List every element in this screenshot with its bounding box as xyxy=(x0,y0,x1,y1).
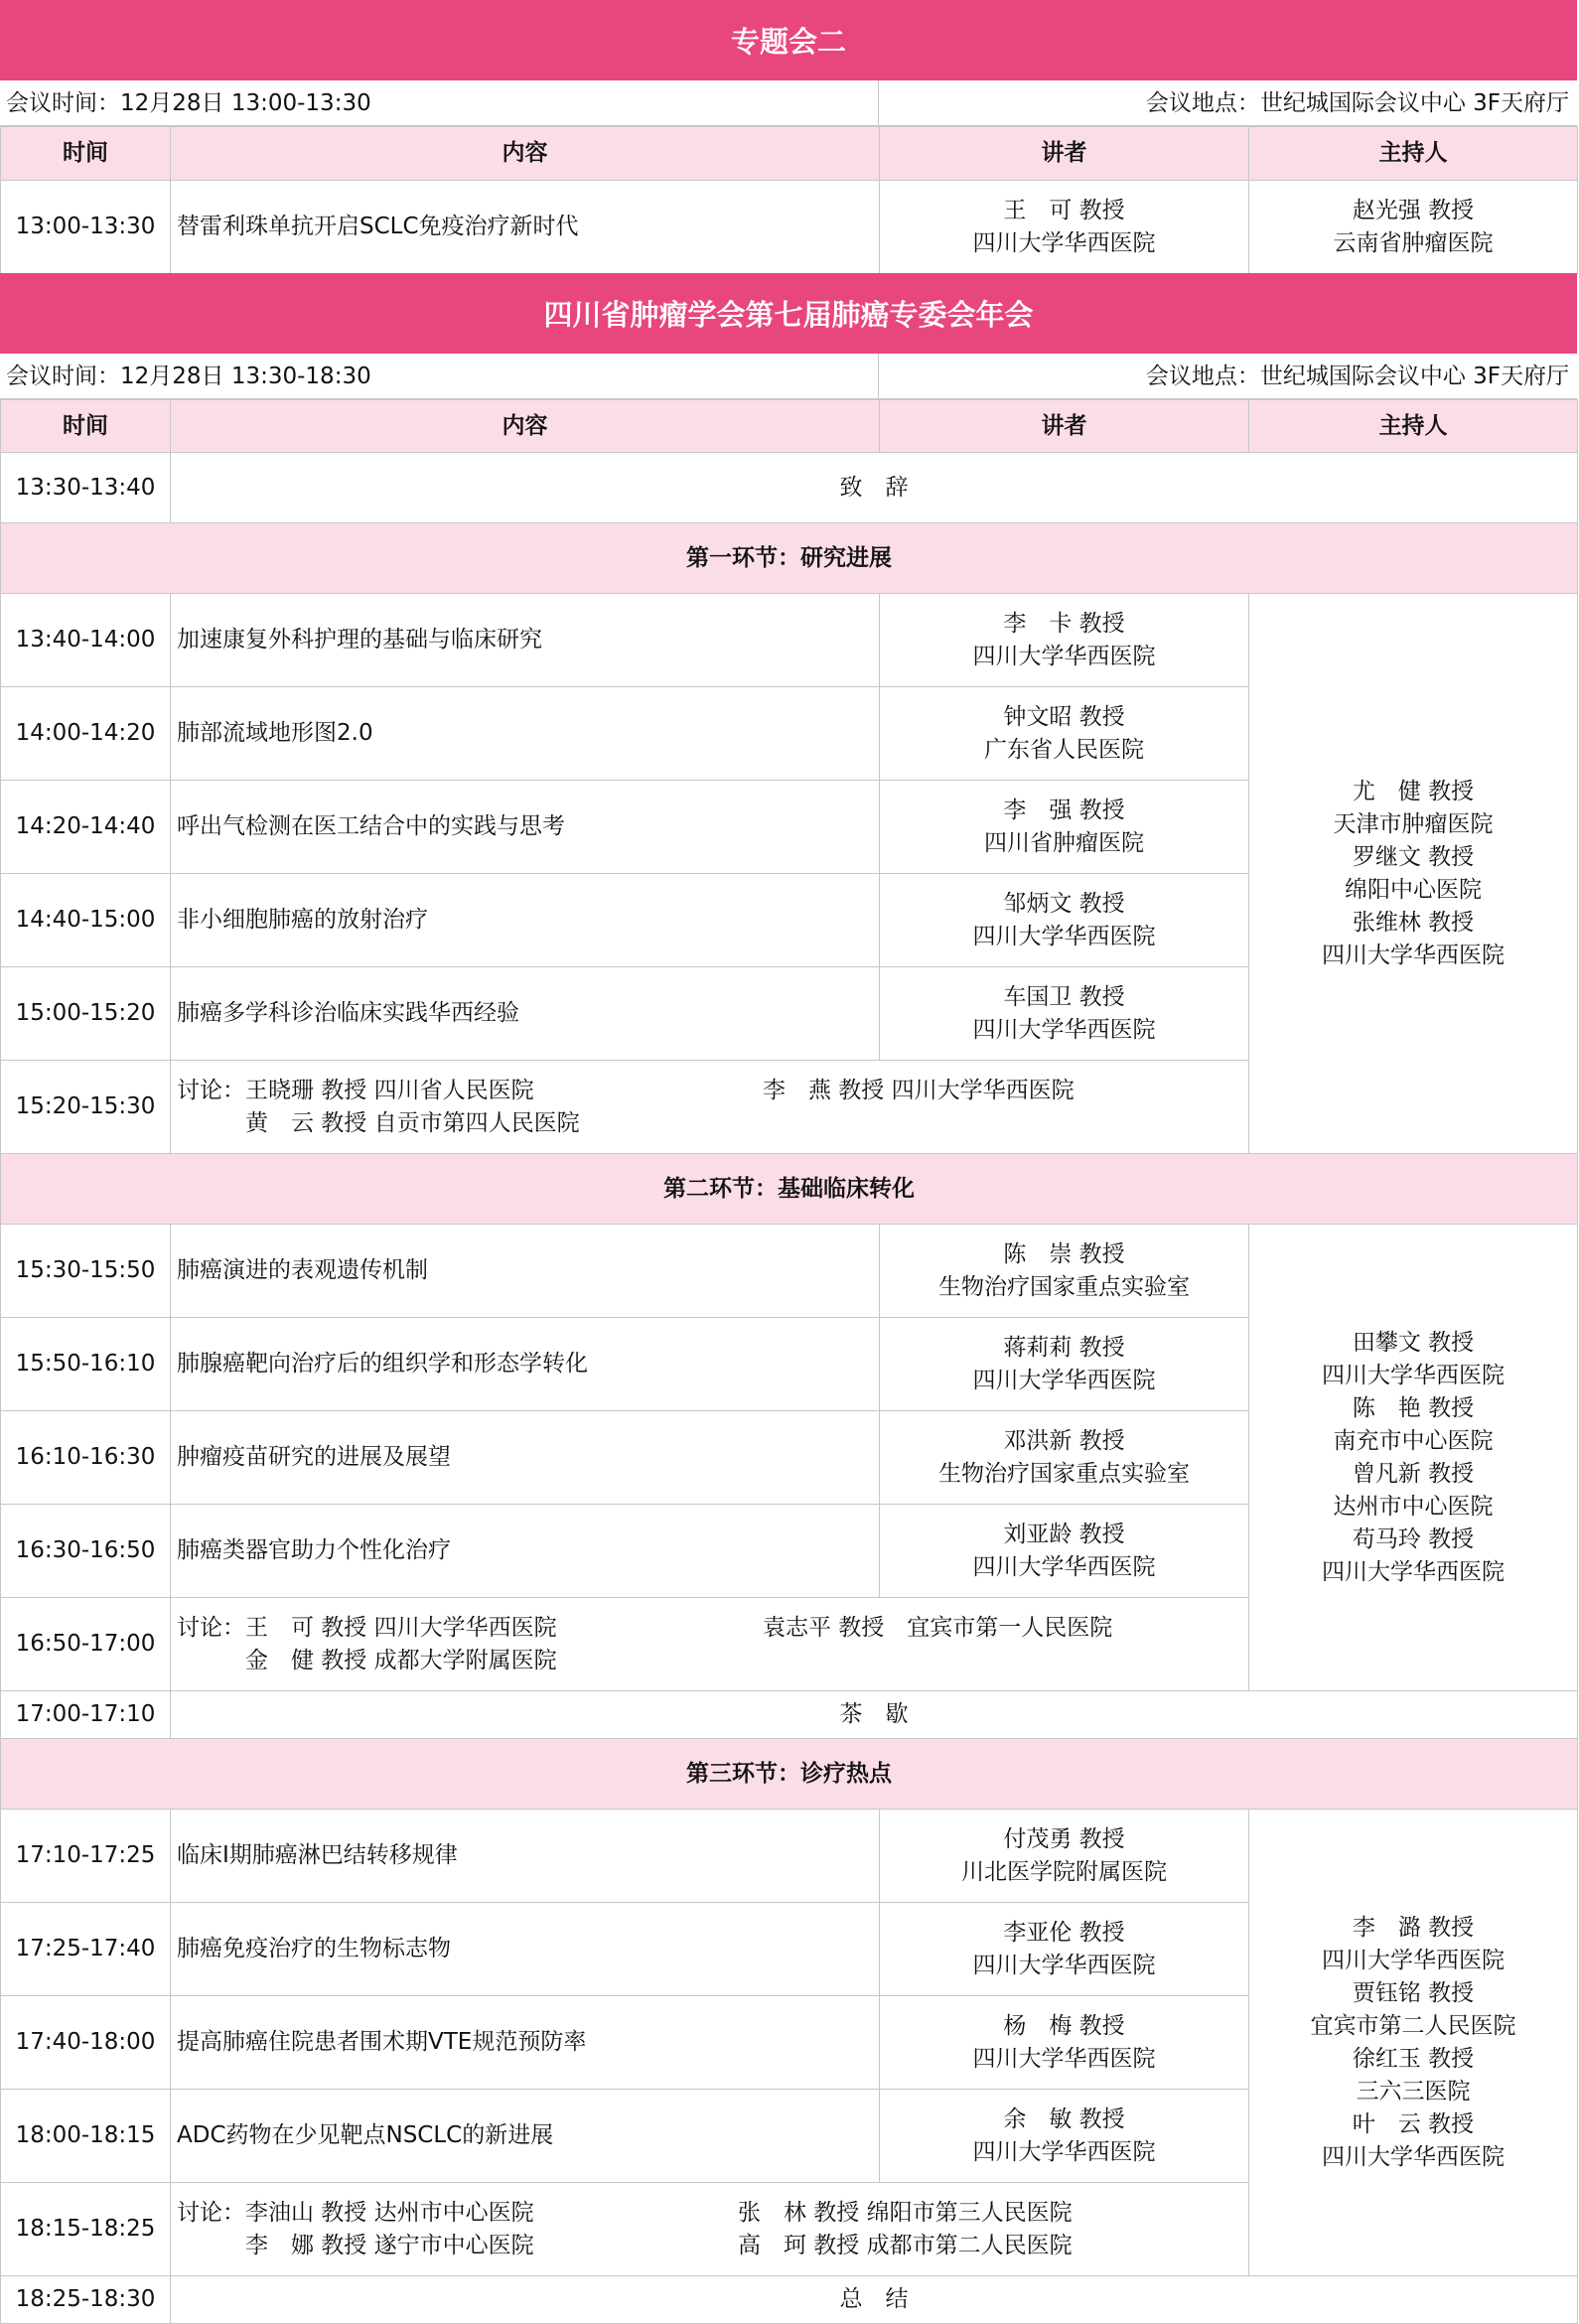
row-speaker xyxy=(880,1411,1249,1505)
part-title: 第三环节：诊疗热点 xyxy=(1,1739,1578,1810)
row-speaker xyxy=(880,1318,1249,1411)
host-org: 达州市中心医院 xyxy=(1333,1493,1494,1520)
row-speaker xyxy=(880,1505,1249,1598)
row-time: 13:30-13:40 xyxy=(1,453,171,523)
speaker-org: 川北医学院附属医院 xyxy=(961,1858,1167,1885)
row-topic: 肺癌演进的表观遗传机制 xyxy=(171,1225,880,1318)
discussion-panel xyxy=(171,2183,1249,2276)
row-time: 17:40-18:00 xyxy=(1,1996,171,2090)
speaker-org: 四川大学华西医院 xyxy=(972,2138,1156,2165)
col-topic: 内容 xyxy=(171,127,880,181)
speaker-name: 刘亚龄 教授 xyxy=(1003,1521,1125,1547)
row-time: 16:30-16:50 xyxy=(1,1505,171,1598)
table-row xyxy=(1,181,1578,274)
host-name: 贾钰铭 教授 xyxy=(1352,1979,1475,2006)
session-info-row xyxy=(0,80,1577,126)
row-time: 14:00-14:20 xyxy=(1,687,171,781)
speaker-org: 四川大学华西医院 xyxy=(972,1553,1156,1580)
speaker-org: 四川大学华西医院 xyxy=(972,1367,1156,1393)
row-speaker xyxy=(880,874,1249,967)
col-speaker: 讲者 xyxy=(880,400,1249,453)
row-topic: ADC药物在少见靶点NSCLC的新进展 xyxy=(171,2090,880,2183)
divider xyxy=(878,354,879,399)
host-org: 宜宾市第二人民医院 xyxy=(1310,2012,1516,2039)
host-name: 叶 云 教授 xyxy=(1352,2110,1475,2137)
speaker-name: 李 强 教授 xyxy=(1003,797,1125,823)
session-title-text: 专题会二 xyxy=(730,25,846,59)
speaker-org: 四川大学华西医院 xyxy=(972,229,1156,256)
col-speaker: 讲者 xyxy=(880,127,1249,181)
row-time: 15:30-15:50 xyxy=(1,1225,171,1318)
discussant: 张 林 教授 绵阳市第三人民医院 xyxy=(738,2199,1073,2226)
opening-remarks: 致 辞 xyxy=(171,453,1578,523)
speaker-name: 邓洪新 教授 xyxy=(1003,1427,1125,1454)
discussion-panel xyxy=(171,1061,1249,1154)
host-name: 李 潞 教授 xyxy=(1352,1914,1475,1941)
row-time: 13:40-14:00 xyxy=(1,594,171,687)
speaker-name: 王 可 教授 xyxy=(1003,197,1125,223)
table-header xyxy=(1,127,1578,181)
col-topic: 内容 xyxy=(171,400,880,453)
row-host xyxy=(1249,181,1578,274)
speaker-name: 李亚伦 教授 xyxy=(1003,1919,1125,1946)
speaker-org: 广东省人民医院 xyxy=(984,736,1144,763)
speaker-name: 余 敏 教授 xyxy=(1003,2106,1125,2132)
row-time: 16:50-17:00 xyxy=(1,1598,171,1691)
row-speaker xyxy=(880,1996,1249,2090)
table-row xyxy=(1,1225,1578,1318)
host-org: 南充市中心医院 xyxy=(1333,1427,1494,1454)
row-time: 15:50-16:10 xyxy=(1,1318,171,1411)
col-host: 主持人 xyxy=(1249,400,1578,453)
table-header xyxy=(1,400,1578,453)
row-time: 15:20-15:30 xyxy=(1,1061,171,1154)
part-title-row xyxy=(1,1739,1578,1810)
speaker-org: 生物治疗国家重点实验室 xyxy=(938,1273,1190,1300)
part-title-row xyxy=(1,523,1578,594)
speaker-name: 邹炳文 教授 xyxy=(1003,890,1125,917)
host-name: 曾凡新 教授 xyxy=(1352,1460,1475,1487)
session-location: 会议地点：世纪城国际会议中心 3F天府厅 xyxy=(1145,363,1569,389)
row-speaker xyxy=(880,781,1249,874)
row-time: 14:20-14:40 xyxy=(1,781,171,874)
part-hosts xyxy=(1249,594,1578,1154)
host-name: 陈 艳 教授 xyxy=(1352,1394,1475,1421)
session-title xyxy=(0,273,1577,354)
speaker-org: 四川大学华西医院 xyxy=(972,1016,1156,1043)
speaker-name: 杨 梅 教授 xyxy=(1003,2012,1125,2039)
discussant: 袁志平 教授 宜宾市第一人民医院 xyxy=(763,1614,1113,1641)
row-topic: 非小细胞肺癌的放射治疗 xyxy=(171,874,880,967)
row-speaker xyxy=(880,594,1249,687)
discussant: 讨论：李油山 教授 达州市中心医院 xyxy=(177,2199,534,2226)
host-name: 张维林 教授 xyxy=(1352,909,1475,936)
speaker-org: 四川大学华西医院 xyxy=(972,2045,1156,2072)
host-org: 四川大学华西医院 xyxy=(1322,1947,1505,1973)
schedule-table xyxy=(0,126,1578,274)
speaker-org: 四川省肿瘤医院 xyxy=(984,829,1144,856)
row-time: 13:00-13:30 xyxy=(1,181,171,274)
host-name: 田攀文 教授 xyxy=(1352,1329,1475,1356)
col-time: 时间 xyxy=(1,400,171,453)
part-title: 第二环节：基础临床转化 xyxy=(1,1154,1578,1225)
discussant: 金 健 教授 成都大学附属医院 xyxy=(177,1647,557,1673)
row-time: 17:25-17:40 xyxy=(1,1903,171,1996)
row-time: 15:00-15:20 xyxy=(1,967,171,1061)
row-speaker xyxy=(880,967,1249,1061)
row-topic: 肺癌免疫治疗的生物标志物 xyxy=(171,1903,880,1996)
host-org: 四川大学华西医院 xyxy=(1322,2143,1505,2170)
host-org: 绵阳中心医院 xyxy=(1345,876,1482,903)
table-row xyxy=(1,2276,1578,2324)
row-time: 18:00-18:15 xyxy=(1,2090,171,2183)
table-row xyxy=(1,453,1578,523)
row-speaker xyxy=(880,687,1249,781)
host-org: 云南省肿瘤医院 xyxy=(1333,229,1494,256)
speaker-org: 四川大学华西医院 xyxy=(972,1952,1156,1978)
host-org: 天津市肿瘤医院 xyxy=(1333,810,1494,837)
tea-break: 茶 歇 xyxy=(171,1691,1578,1739)
col-host: 主持人 xyxy=(1249,127,1578,181)
part-hosts xyxy=(1249,1225,1578,1691)
row-topic: 替雷利珠单抗开启SCLC免疫治疗新时代 xyxy=(171,181,880,274)
speaker-name: 李 卡 教授 xyxy=(1003,610,1125,637)
row-topic: 提高肺癌住院患者围术期VTE规范预防率 xyxy=(171,1996,880,2090)
speaker-name: 付茂勇 教授 xyxy=(1003,1825,1125,1852)
table-row xyxy=(1,594,1578,687)
row-topic: 临床I期肺癌淋巴结转移规律 xyxy=(171,1810,880,1903)
divider xyxy=(878,80,879,126)
table-row xyxy=(1,1810,1578,1903)
row-time: 18:25-18:30 xyxy=(1,2276,171,2324)
part-title-row xyxy=(1,1154,1578,1225)
row-time: 17:10-17:25 xyxy=(1,1810,171,1903)
host-name: 尤 健 教授 xyxy=(1352,778,1475,804)
speaker-org: 四川大学华西医院 xyxy=(972,643,1156,669)
row-topic: 加速康复外科护理的基础与临床研究 xyxy=(171,594,880,687)
session-title xyxy=(0,0,1577,80)
row-topic: 肺部流域地形图2.0 xyxy=(171,687,880,781)
discussant: 黄 云 教授 自贡市第四人民医院 xyxy=(177,1109,580,1136)
speaker-name: 车国卫 教授 xyxy=(1003,983,1125,1010)
speaker-name: 钟文昭 教授 xyxy=(1003,703,1125,730)
session-time-info: 会议时间：12月28日 13:00-13:30 xyxy=(6,90,371,116)
row-speaker xyxy=(880,181,1249,274)
part-hosts xyxy=(1249,1810,1578,2276)
row-speaker xyxy=(880,1810,1249,1903)
row-speaker xyxy=(880,1903,1249,1996)
host-name: 罗继文 教授 xyxy=(1352,843,1475,870)
row-topic: 肺癌多学科诊治临床实践华西经验 xyxy=(171,967,880,1061)
speaker-name: 蒋莉莉 教授 xyxy=(1003,1334,1125,1361)
col-time: 时间 xyxy=(1,127,171,181)
speaker-org: 生物治疗国家重点实验室 xyxy=(938,1460,1190,1487)
row-topic: 呼出气检测在医工结合中的实践与思考 xyxy=(171,781,880,874)
discussion-panel xyxy=(171,1598,1249,1691)
row-topic: 肺腺癌靶向治疗后的组织学和形态学转化 xyxy=(171,1318,880,1411)
row-time: 14:40-15:00 xyxy=(1,874,171,967)
row-time: 17:00-17:10 xyxy=(1,1691,171,1739)
table-row xyxy=(1,1691,1578,1739)
discussant: 李 燕 教授 四川大学华西医院 xyxy=(763,1077,1075,1103)
row-time: 16:10-16:30 xyxy=(1,1411,171,1505)
closing-remarks: 总 结 xyxy=(171,2276,1578,2324)
row-time: 18:15-18:25 xyxy=(1,2183,171,2276)
host-org: 四川大学华西医院 xyxy=(1322,1558,1505,1585)
part-title: 第一环节：研究进展 xyxy=(1,523,1578,594)
session-location: 会议地点：世纪城国际会议中心 3F天府厅 xyxy=(1145,90,1569,116)
session-time-info: 会议时间：12月28日 13:30-18:30 xyxy=(6,363,371,389)
discussant: 李 娜 教授 遂宁市中心医院 xyxy=(177,2232,534,2258)
host-org: 四川大学华西医院 xyxy=(1322,1362,1505,1388)
row-topic: 肿瘤疫苗研究的进展及展望 xyxy=(171,1411,880,1505)
host-name: 赵光强 教授 xyxy=(1352,197,1475,223)
discussant: 讨论：王晓珊 教授 四川省人民医院 xyxy=(177,1077,534,1103)
host-org: 四川大学华西医院 xyxy=(1322,942,1505,968)
row-speaker xyxy=(880,2090,1249,2183)
schedule-table xyxy=(0,399,1578,2324)
speaker-org: 四川大学华西医院 xyxy=(972,923,1156,949)
session-info-row xyxy=(0,354,1577,399)
host-org: 三六三医院 xyxy=(1356,2078,1471,2105)
discussant: 讨论：王 可 教授 四川大学华西医院 xyxy=(177,1614,557,1641)
discussant: 高 珂 教授 成都市第二人民医院 xyxy=(738,2232,1073,2258)
session-title-text: 四川省肿瘤学会第七届肺癌专委会年会 xyxy=(543,298,1034,332)
speaker-name: 陈 崇 教授 xyxy=(1003,1240,1125,1267)
host-name: 徐红玉 教授 xyxy=(1352,2045,1475,2072)
row-topic: 肺癌类器官助力个性化治疗 xyxy=(171,1505,880,1598)
row-speaker xyxy=(880,1225,1249,1318)
host-name: 苟马玲 教授 xyxy=(1352,1525,1475,1552)
